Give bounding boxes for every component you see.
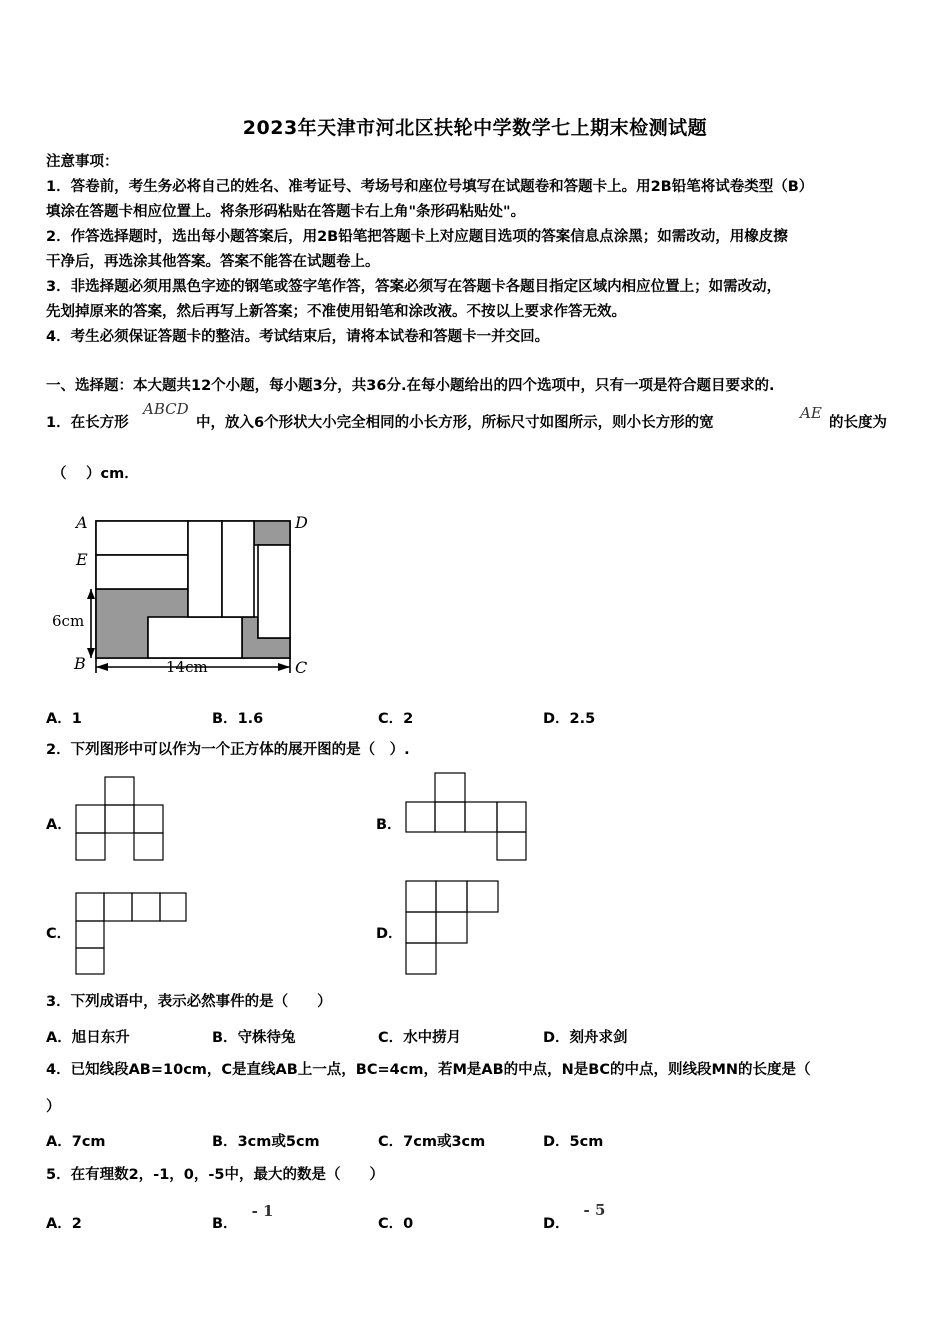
q4-option-c[interactable]	[378, 1130, 485, 1151]
q5-option-c[interactable]	[378, 1212, 413, 1233]
notice-line: 4．考生必须保证答题卡的整洁。考试结束后，请将本试卷和答题卡一并交回。	[46, 329, 550, 345]
q1-prefix: 1．在长方形	[46, 415, 129, 431]
q1-blank: （ ）cm．	[52, 466, 139, 482]
option-value: - 5	[583, 1201, 606, 1219]
q1-height-label: 6cm	[52, 612, 85, 630]
q2-net-a[interactable]	[75, 776, 167, 862]
q3-option-a[interactable]	[46, 1026, 130, 1047]
q5-text: 5．在有理数2，-1，0，-5中，最大的数是（ ）	[46, 1167, 384, 1183]
option-value: 7cm	[71, 1134, 106, 1150]
q1-math-abcd: ABCD	[143, 400, 189, 418]
option-value: - 1	[251, 1202, 274, 1220]
q4-text-line2: ）	[46, 1099, 61, 1115]
option-letter: D．	[543, 1030, 570, 1046]
option-letter: C．	[378, 1030, 404, 1046]
page-title: 2023年天津市河北区扶轮中学数学七上期末检测试题	[242, 117, 708, 139]
q1-option-a[interactable]	[46, 707, 82, 728]
q4-option-b[interactable]	[212, 1130, 320, 1151]
option-value: 守株待兔	[237, 1030, 296, 1046]
option-value: 刻舟求剑	[569, 1030, 628, 1046]
option-value: 3cm或5cm	[237, 1134, 320, 1150]
option-letter: A．	[46, 711, 72, 727]
q2-option-c-label: C．	[46, 926, 72, 942]
q3-option-d[interactable]	[543, 1026, 628, 1047]
q5-option-b[interactable]	[212, 1202, 274, 1233]
q1-suffix: 的长度为	[829, 415, 887, 431]
option-value: 2	[71, 1216, 82, 1232]
q1-option-c[interactable]	[378, 707, 413, 728]
q1-label-b: B	[74, 654, 86, 673]
option-value: 水中捞月	[403, 1030, 462, 1046]
q2-net-b[interactable]	[405, 772, 529, 862]
q1-option-b[interactable]	[212, 707, 263, 728]
option-letter: B．	[212, 1216, 238, 1232]
notice-line: 2．作答选择题时，选出每小题答案后，用2B铅笔把答题卡上对应题目选项的答案信息点涂黑；如需改动，用橡皮擦	[46, 229, 788, 245]
option-value: 5cm	[569, 1134, 604, 1150]
option-letter: D．	[543, 1134, 570, 1150]
q5-option-a[interactable]	[46, 1212, 82, 1233]
option-value: 1.6	[237, 711, 264, 727]
option-value: 旭日东升	[71, 1030, 130, 1046]
option-value: 2.5	[569, 711, 596, 727]
option-letter: C．	[378, 1134, 404, 1150]
q2-option-b-label: B．	[376, 817, 402, 833]
option-letter: D．	[543, 1216, 570, 1232]
q1-rectangle-figure	[46, 505, 326, 685]
q1-math-ae: AE	[800, 404, 822, 422]
option-letter: B．	[212, 1134, 238, 1150]
section-heading: 一、选择题：本大题共12个小题，每小题3分，共36分.在每小题给出的四个选项中，只有一项是符合题目要求的.	[46, 378, 775, 394]
option-letter: B．	[212, 1030, 238, 1046]
option-value: 0	[403, 1216, 414, 1232]
option-value: 1	[71, 711, 82, 727]
q1-label-d: D	[295, 513, 308, 532]
notice-line: 填涂在答题卡相应位置上。将条形码粘贴在答题卡右上角"条形码粘贴处"。	[46, 204, 526, 220]
notice-line: 先划掉原来的答案，然后再写上新答案；不准使用铅笔和涂改液。不按以上要求作答无效。	[46, 304, 626, 320]
q3-option-c[interactable]	[378, 1026, 461, 1047]
option-letter: A．	[46, 1216, 72, 1232]
option-letter: A．	[46, 1134, 72, 1150]
option-value: 7cm或3cm	[403, 1134, 486, 1150]
q4-option-a[interactable]	[46, 1130, 106, 1151]
q4-text: 4．已知线段AB=10cm，C是直线AB上一点，BC=4cm，若M是AB的中点，N是BC的中点，则线段MN的长度是（	[46, 1062, 811, 1078]
notice-line: 干净后，再选涂其他答案。答案不能答在试题卷上。	[46, 254, 380, 270]
q2-option-a-label: A．	[46, 817, 72, 833]
notice-line: 3．非选择题必须用黑色字迹的钢笔或签字笔作答，答案必须写在答题卡各题目指定区域内相应位置上；如需改动，	[46, 279, 782, 295]
option-letter: C．	[378, 1216, 404, 1232]
q1-label-c: C	[295, 658, 308, 677]
q2-net-d[interactable]	[405, 880, 501, 976]
q2-text: 2．下列图形中可以作为一个正方体的展开图的是（ ）.	[46, 742, 410, 758]
option-letter: B．	[212, 711, 238, 727]
option-letter: D．	[543, 711, 570, 727]
option-letter: C．	[378, 711, 404, 727]
q1-label-a: A	[76, 513, 88, 532]
q4-option-d[interactable]	[543, 1130, 603, 1151]
option-letter: A．	[46, 1030, 72, 1046]
q1-middle: 中，放入6个形状大小完全相同的小长方形，所标尺寸如图所示，则小长方形的宽	[196, 415, 714, 431]
q3-text: 3．下列成语中，表示必然事件的是（ ）	[46, 994, 332, 1010]
q1-label-e: E	[76, 550, 88, 569]
q3-option-b[interactable]	[212, 1026, 296, 1047]
q1-width-label: 14cm	[166, 658, 208, 676]
notice-heading: 注意事项：	[46, 154, 119, 170]
notice-line: 1．答卷前，考生务必将自己的姓名、准考证号、考场号和座位号填写在试题卷和答题卡上。用2B铅笔将试卷类型（B）	[46, 179, 814, 195]
q2-option-d-label: D．	[376, 926, 403, 942]
q5-option-d[interactable]	[543, 1201, 606, 1233]
q1-option-d[interactable]	[543, 707, 595, 728]
option-value: 2	[403, 711, 414, 727]
q2-net-c[interactable]	[75, 892, 189, 976]
